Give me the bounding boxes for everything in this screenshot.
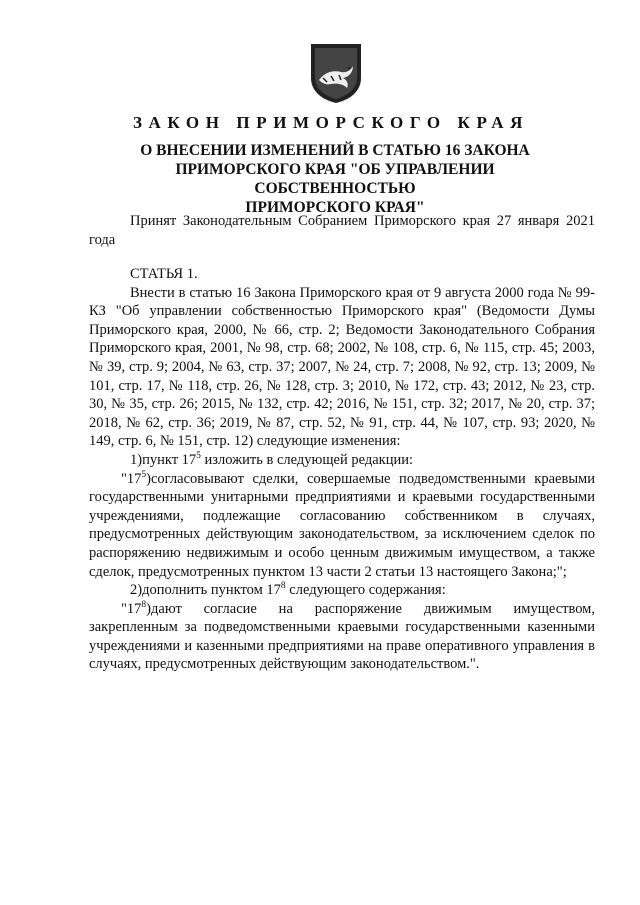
subtitle-line: ПРИМОРСКОГО КРАЯ "ОБ УПРАВЛЕНИИ СОБСТВЕННОСТЬЮ [175, 161, 495, 197]
item-2-quote-pre: "17 [121, 600, 142, 617]
item-2-quote [89, 600, 595, 674]
article-intro: Внести в статью 16 Закона Приморского края от 9 августа 2000 года № 99-КЗ "Об управлении собственностью Приморского края" (Ведомости Думы Приморского края, 2000, № 66, стр. 2; Ведомости Законодательного Собрания Приморского края, 2001, № 98, стр. 68; 2002, № 108, стр. 6, № 115, стр. 45; 2003, № 39, стр. 9; 2004, № 63, стр. 37; 2007, № 24, стр. 7; 2008, № 92, стр. 13; 2009, № 101, стр. 17, № 118, стр. 26, № 128, стр. 3; 2010, № 172, стр. 43; 2012, № 23, стр. 30, № 35, стр. 26; 2015, № 132, стр. 42; 2016, № 151, стр. 32; 2017, № 20, стр. 37; 2018, № 62, стр. 36; 2019, № 87, стр. 52, № 91, стр. 44, № 107, стр. 93; 2020, № 149, стр. 6, № 151, стр. 12) следующие изменения: [89, 284, 595, 450]
item-2-quote-text: )дают согласие на распоряжение движимым имуществом, закрепленным за подведомственными краевыми государственными казенными учреждениями и казенными предприятиями на праве оперативного управления в случаях, предусмотренных действующим законодательством.". [89, 600, 595, 673]
item-2 [89, 581, 595, 600]
item-1-sup: 5 [196, 451, 201, 462]
adoption-note: Принят Законодательным Собранием Приморского края 27 января 2021 года [89, 213, 595, 248]
subtitle-line: ПРИМОРСКОГО КРАЯ" [245, 199, 425, 216]
item-1-post: изложить в следующей редакции: [200, 451, 414, 468]
item-2-sup: 8 [280, 581, 286, 592]
item-2-post: следующего содержания: [285, 582, 446, 599]
item-1-quote-sup: 5 [141, 469, 147, 480]
item-1 [89, 451, 595, 470]
law-subtitle [100, 141, 570, 217]
item-2-pre: 2)дополнить пунктом 17 [130, 582, 281, 599]
item-1-quote-text: )согласовывают сделки, совершаемые подведомственными краевыми государственными унитарными предприятиями и краевыми государственными учреждениями, подлежащие согласованию собственником в случаях, предусмотренных действующим законодательством, за исключением сделок по распоряжению недвижимым и особо ценным движимым имуществом, а также сделок, предусмотренных пунктом 13 части 2 статьи 13 настоящего Закона;"; [89, 470, 595, 580]
item-1-quote-pre: "17 [121, 470, 142, 487]
subtitle-line: О ВНЕСЕНИИ ИЗМЕНЕНИЙ В СТАТЬЮ 16 ЗАКОНА [140, 142, 530, 159]
article-heading: СТАТЬЯ 1. [130, 266, 198, 282]
coat-of-arms-emblem [309, 42, 363, 104]
law-title: ЗАКОН ПРИМОРСКОГО КРАЯ [132, 113, 530, 132]
item-1-pre: 1)пункт 17 [130, 451, 197, 468]
article-body [89, 265, 595, 674]
item-1-quote [89, 470, 595, 582]
item-2-quote-sup: 8 [141, 599, 147, 610]
